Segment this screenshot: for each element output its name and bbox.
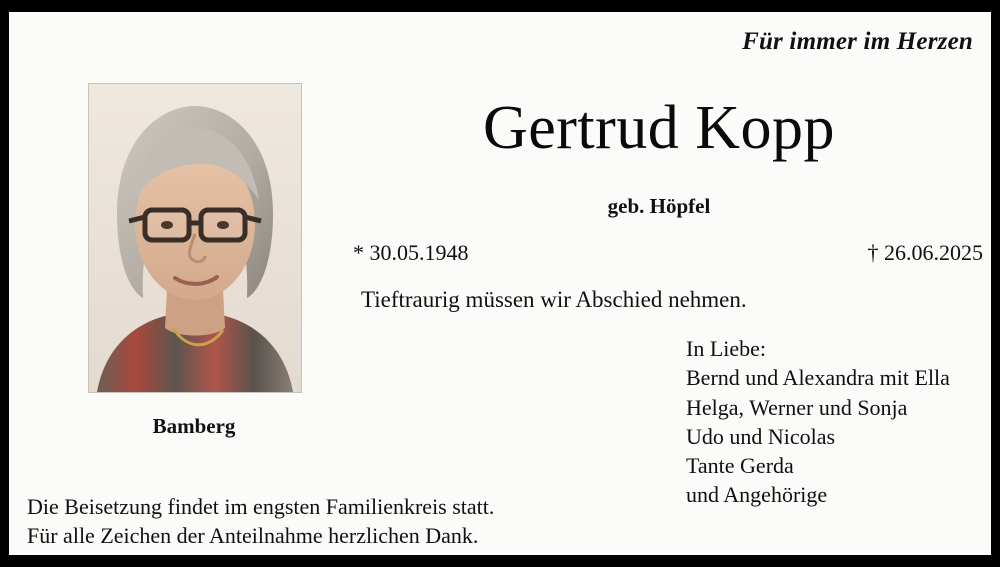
dates-row	[353, 240, 983, 266]
mourners-list	[686, 334, 950, 510]
portrait-photo	[88, 83, 302, 393]
mourners-line: In Liebe:	[686, 336, 767, 361]
footer-note	[27, 492, 494, 550]
maiden-name: geb. Höpfel	[607, 194, 711, 218]
birth-date: * 30.05.1948	[353, 240, 469, 265]
mourners-line: Tante Gerda	[686, 453, 794, 478]
mourning-message: Tieftraurig müssen wir Abschied nehmen.	[361, 287, 747, 312]
motto-text: Für immer im Herzen	[742, 28, 973, 55]
footer-line: Für alle Zeichen der Anteilnahme herzlichen Dank.	[27, 523, 479, 549]
mourners-line: Bernd und Alexandra mit Ella	[686, 365, 950, 391]
mourners-line: Helga, Werner und Sonja	[686, 394, 908, 420]
footer-line: Die Beisetzung findet im engsten Familienkreis statt.	[27, 494, 495, 519]
city-label: Bamberg	[152, 414, 236, 438]
death-date: † 26.06.2025	[867, 240, 983, 265]
mourners-line: und Angehörige	[686, 482, 828, 508]
mourners-line: Udo und Nicolas	[686, 423, 836, 449]
obituary-inner	[9, 12, 991, 555]
deceased-name: Gertrud Kopp	[482, 94, 836, 162]
portrait-illustration	[89, 84, 301, 392]
